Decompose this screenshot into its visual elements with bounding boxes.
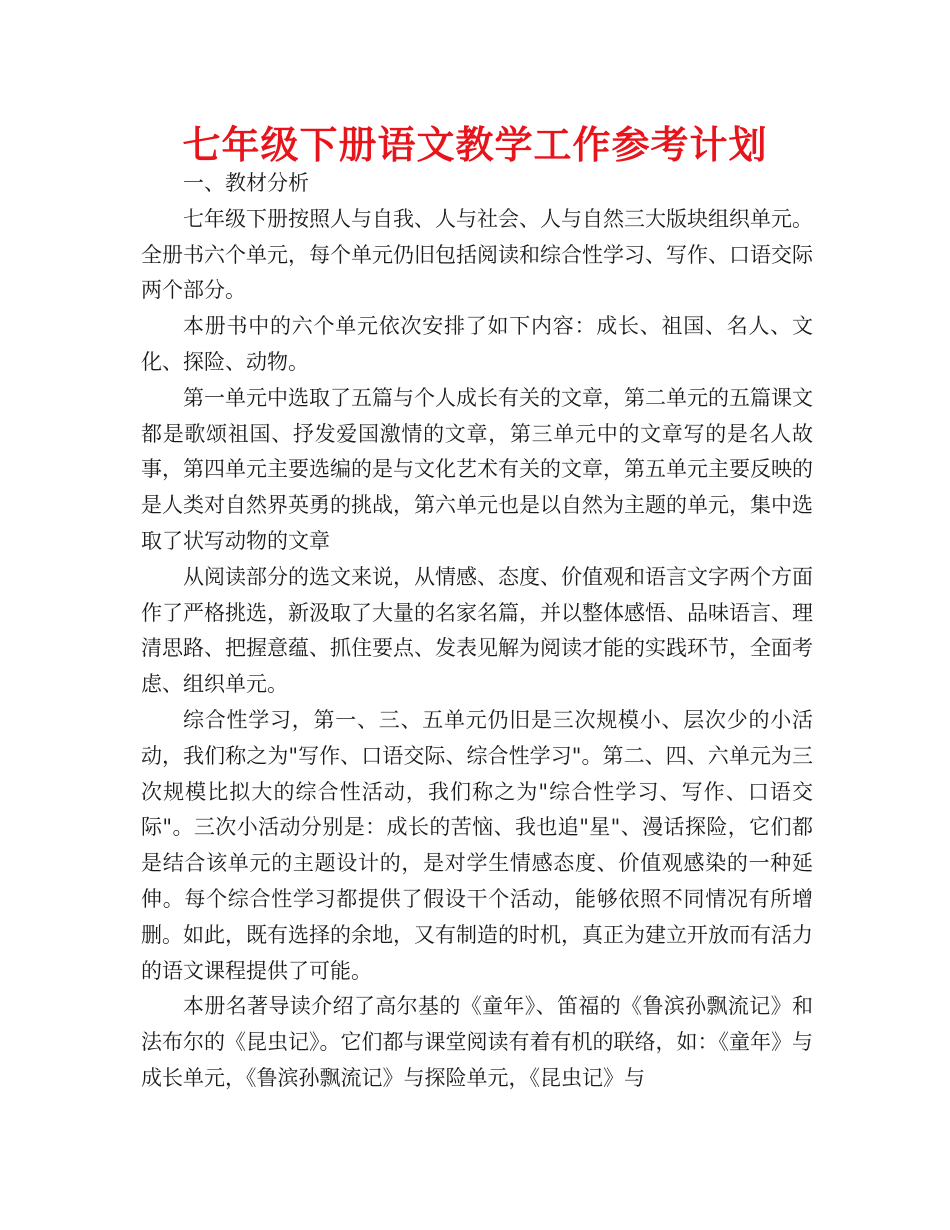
document-body (141, 166, 813, 1097)
paragraph-comprehensive-learning: 综合性学习，第一、三、五单元仍旧是三次规模小、层次少的小活动，我们称之为"写作、口语交际、综合性学习"。第二、四、六单元为三次规模比拟大的综合性活动，我们称之为"综合性学习、写作、口语交际"。三次小活动分别是：成长的苦恼、我也追"星"、漫话探险，它们都是结合该单元的主题设计的，是对学生情感态度、价值观感染的一种延伸。每个综合性学习都提供了假设干个活动，能够依照不同情况有所增删。如此，既有选择的余地，又有制造的时机，真正为建立开放而有活力的语文课程提供了可能。 (141, 707, 813, 983)
paragraph-reading: 从阅读部分的选文来说，从情感、态度、价值观和语言文字两个方面作了严格挑选，新汲取了大量的名家名篇，并以整体感悟、品味语言、理清思路、把握意蕴、抓住要点、发表见解为阅读才能的实践环节，全面考虑、组织单元。 (141, 564, 813, 697)
paragraph-unit-details: 第一单元中选取了五篇与个人成长有关的文章，第二单元的五篇课文都是歌颂祖国、抒发爱国激情的文章，第三单元中的文章写的是名人故事，第四单元主要选编的是与文化艺术有关的文章，第五单元主要反映的是人类对自然界英勇的挑战，第六单元也是以自然为主题的单元，集中选取了状写动物的文章 (141, 385, 813, 553)
paragraph-classic-reading: 本册名著导读介绍了高尔基的《童年》、笛福的《鲁滨孙飘流记》和法布尔的《昆虫记》。它们都与课堂阅读有着有机的联络，如：《童年》与成长单元，《鲁滨孙飘流记》与探险单元，《昆虫记》与 (141, 994, 813, 1090)
section-heading: 一、教材分析 (183, 171, 309, 195)
paragraph-unit-contents: 本册书中的六个单元依次安排了如下内容：成长、祖国、名人、文化、探险、动物。 (141, 314, 813, 374)
paragraph-structure: 七年级下册按照人与自我、人与社会、人与自然三大版块组织单元。全册书六个单元，每个单元仍旧包括阅读和综合性学习、写作、口语交际两个部分。 (141, 206, 813, 303)
document-title: 七年级下册语文教学工作参考计划 (182, 123, 768, 167)
